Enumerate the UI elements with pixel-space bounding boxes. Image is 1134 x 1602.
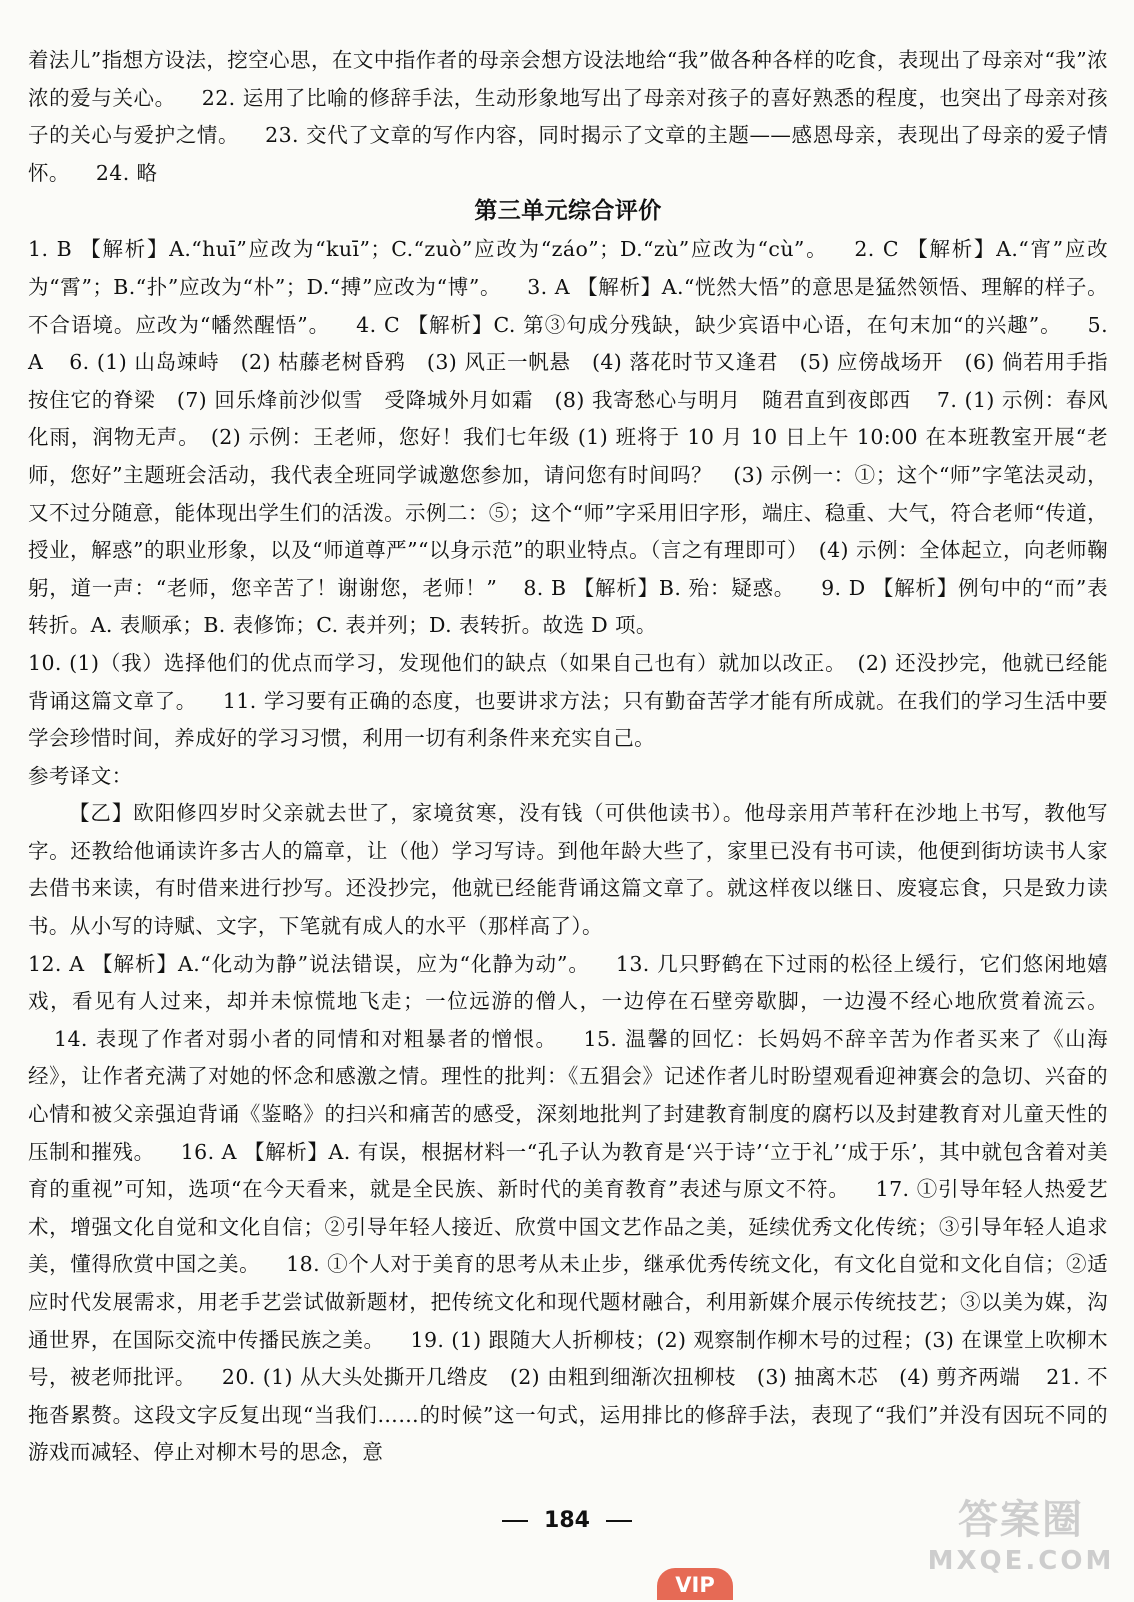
answer-item: 7. (1) 示例：春风化雨，润物无声。 (2) 示例：王老师，您好！我们七年级 (1) 班将于 10 月 10 日上午 10:00 在本班教室开展“老师，您好”主题班会活动，我代表全班同学诚邀您参加，请问您有时间吗？ (3) 示例一：①；这个“师”字笔法灵动，又不过分随意，能体现出学生们的活泼。示例二：⑤；这个“师”字采用旧字形，端庄、稳重、大气，符合老师“传道，授业，解惑”的职业形象，以及“师道尊严”“以身示范”的职业特点。（言之有理即可） (4) 示例：全体起立，向老师鞠躬，道一声：“老师，您辛苦了！谢谢您，老师！” <box>28 387 1108 600</box>
answer-item: 1. B 【解析】A.“huī”应改为“kuī”；C.“zuò”应改为“záo”；D.“zù”应改为“cù”。 <box>28 237 829 262</box>
answer-item: 6. (1) 山岛竦峙 (2) 枯藤老树昏鸦 (3) 风正一帆悬 (4) 落花时节又逢君 (5) 应傍战场开 (6) 倘若用手指按住它的脊梁 (7) 回乐烽前沙似雪 受降城外月如霜 (8) 我寄愁心与明月 随君直到夜郎西 <box>28 350 1108 412</box>
answer-item: 10. (1)（我）选择他们的优点而学习，发现他们的缺点（如果自己也有）就加以改正。 (2) 还没抄完，他就已经能背诵这篇文章了。 <box>28 650 1108 713</box>
answer-item: 12. A 【解析】A.“化动为静”说法错误，应为“化静为动”。 <box>28 951 590 976</box>
answer-item: 19. (1) 跟随大人折柳枝；(2) 观察制作柳木号的过程；(3) 在课堂上吹柳木号，被老师批评。 <box>28 1327 1108 1390</box>
answer-item: 18. ①个人对于美育的思考从未止步，继承优秀传统文化，有文化自觉和文化自信；②适应时代发展需求，用老手艺尝试做新题材，把传统文化和现代题材融合，利用新媒介展示传统技艺；③以美为媒，沟通世界，在国际交流中传播民族之美。 <box>28 1252 1109 1352</box>
vip-badge[interactable]: VIP <box>657 1568 733 1600</box>
intro-segment: 24. 略 <box>95 160 158 185</box>
answer-item: 13. 几只野鹤在下过雨的松径上缓行，它们悠闲地嬉戏，看见有人过来，却并未惊慌地飞走；一位远游的僧人，一边停在石壁旁歇脚，一边漫不经心地欣赏着流云。 <box>28 951 1109 1014</box>
answer-item: 15. 温馨的回忆：长妈妈不辞辛苦为作者买来了《山海经》，让作者充满了对她的怀念和感激之情。理性的批判：《五猖会》记述作者儿时盼望观看迎神赛会的急切、兴奋的心情和被父亲强迫背诵《鉴略》的扫兴和痛苦的感受，深刻地批判了封建教育制度的腐朽以及封建教育对儿童天性的压制和摧残。 <box>28 1026 1108 1164</box>
intro-segment: 23. 交代了文章的写作内容，同时揭示了文章的主题——感恩母亲，表现出了母亲的爱子情怀。 <box>28 123 1109 185</box>
watermark-sub: MXQE.COM <box>927 1546 1115 1576</box>
site-watermark <box>926 1494 1116 1590</box>
answer-item: 2. C 【解析】A.“宵”应改为“霄”；B.“扑”应改为“朴”；D.“搏”应改为“博”。 <box>28 237 1108 299</box>
page-number-dash-right <box>606 1520 632 1522</box>
answer-item: 9. D 【解析】例句中的“而”表转折。A. 表顺承；B. 表修饰；C. 表并列；D. 表转折。故选 D 项。 <box>28 575 1108 638</box>
page-number-dash-left <box>502 1520 528 1522</box>
answer-page <box>28 42 1108 1472</box>
answers-block-1 <box>28 231 1108 645</box>
watermark-main: 答案圈 <box>958 1497 1084 1543</box>
answer-item: 4. C 【解析】C. 第③句成分残缺，缺少宾语中心语，在句末加“的兴趣”。 <box>356 312 1062 337</box>
answer-item: 14. 表现了作者对弱小者的同情和对粗暴者的憎恨。 <box>54 1026 558 1051</box>
translation-label: 参考译文： <box>28 763 133 788</box>
intro-segment: 22. 运用了比喻的修辞手法，生动形象地写出了母亲对孩子的喜好熟悉的程度，也突出了母亲对孩子的关心与爱护之情。 <box>28 85 1108 148</box>
page-number-text: 184 <box>544 1508 590 1533</box>
answer-item: 16. A 【解析】A. 有误，根据材料一“孔子认为教育是‘兴于诗’‘立于礼’‘成于乐’，其中就包含着对美育的重视”可知，选项“在今天看来，就是全民族、新时代的美育教育”表述与原文不符。 <box>28 1139 1108 1202</box>
answer-item: 21. 不拖沓累赘。这段文字反复出现“当我们……的时候”这一句式，运用排比的修辞手法，表现了“我们”并没有因玩不同的游戏而减轻、停止对柳木号的思念，意 <box>28 1365 1109 1465</box>
answer-item: 5. A <box>28 312 1108 375</box>
translation-text: 【乙】欧阳修四岁时父亲就去世了，家境贫寒，没有钱（可供他读书）。他母亲用芦苇秆在沙地上书写，教他写字。还教给他诵读许多古人的篇章，让（他）学习写诗。到他年龄大些了，家里已没有书可读，他便到街坊读书人家去借书来读，有时借来进行抄写。还没抄完，他就已经能背诵这篇文章了。就这样夜以继日、废寝忘食，只是致力读书。从小写的诗赋、文字，下笔就有成人的水平（那样高了）。 <box>28 801 1108 939</box>
intro-paragraph <box>28 42 1108 192</box>
section-title: 第三单元综合评价 <box>474 198 662 225</box>
answer-item: 11. 学习要有正确的态度，也要讲求方法；只有勤奋苦学才能有所成就。在我们的学习生活中要学会珍惜时间，养成好的学习习惯，利用一切有利条件来充实自己。 <box>28 688 1109 751</box>
answer-item: 17. ①引导年轻人热爱艺术，增强文化自觉和文化自信；②引导年轻人接近、欣赏中国文艺作品之美，延续优秀文化传统；③引导年轻人追求美，懂得欣赏中国之美。 <box>28 1177 1108 1277</box>
intro-segment: 着法儿”指想方设法，挖空心思，在文中指作者的母亲会想方设法地给“我”做各种各样的吃食，表现出了母亲对“我”浓浓的爱与关心。 <box>28 48 1108 110</box>
answer-item: 20. (1) 从大头处撕开几绺皮 (2) 由粗到细渐次扭柳枝 (3) 抽离木芯 (4) 剪齐两端 <box>221 1365 1021 1390</box>
answer-item: 3. A 【解析】A.“恍然大悟”的意思是猛然领悟、理解的样子。不合语境。应改为“幡然醒悟”。 <box>28 274 1108 337</box>
answers-block-2 <box>28 645 1108 758</box>
answer-item: 8. B 【解析】B. 殆：疑惑。 <box>523 575 796 600</box>
answers-block-3 <box>28 946 1108 1472</box>
